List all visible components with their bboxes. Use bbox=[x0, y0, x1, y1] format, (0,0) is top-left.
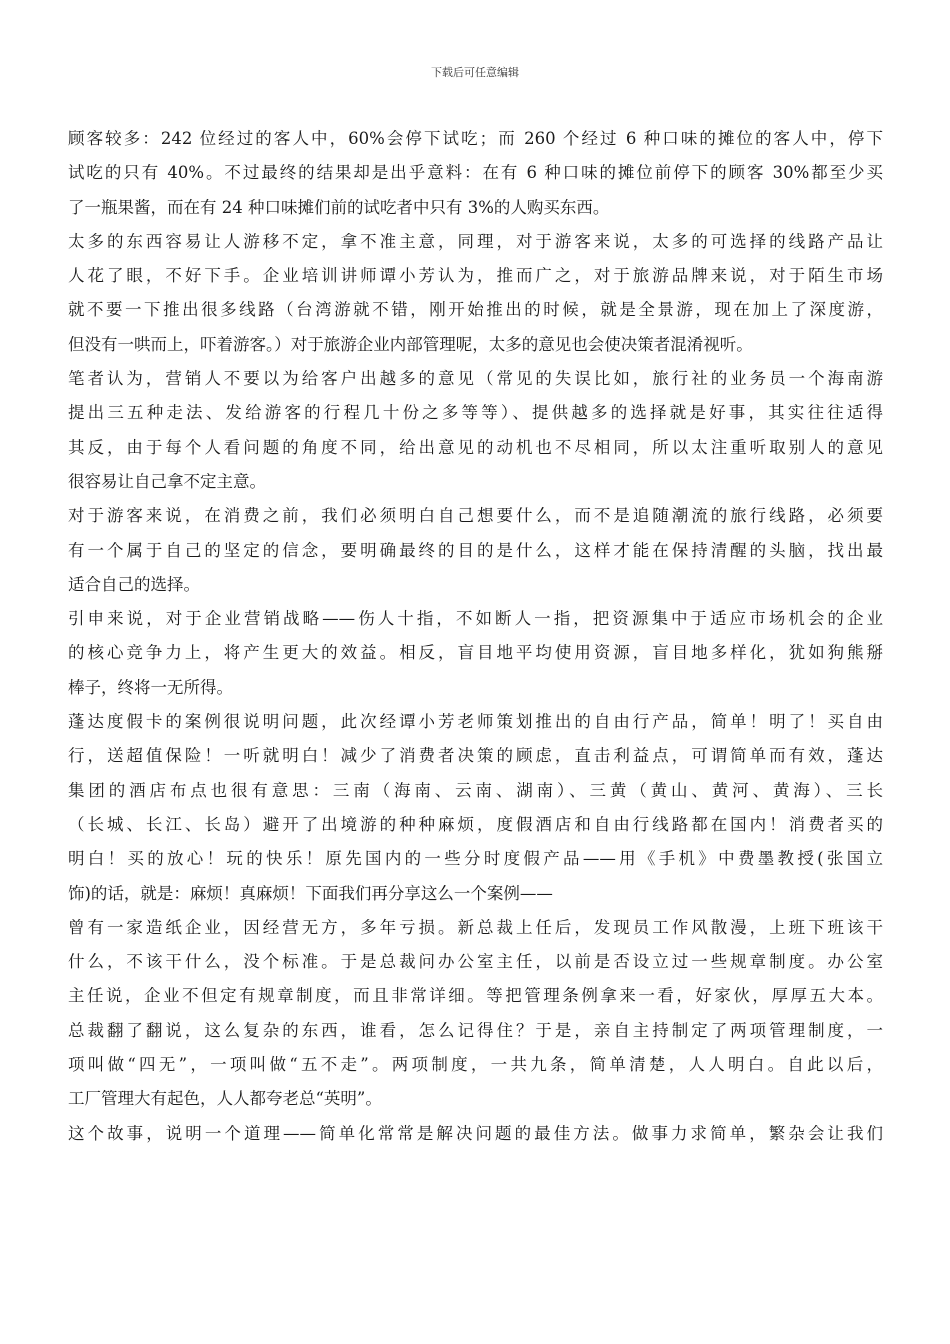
text-line: 什么，不该干什么，没个标准。于是总裁问办公室主任，以前是否设立过一些规章制度。办公室 bbox=[68, 952, 883, 972]
text-line: 就不要一下推出很多线路（台湾游就不错，刚开始推出的时候，就是全景游，现在加上了深度游， bbox=[68, 300, 883, 320]
text-line: 棒子，终将一无所得。 bbox=[68, 677, 233, 697]
text-line: 明白！买的放心！玩的快乐！原先国内的一些分时度假产品——用《手机》中费墨教授(张国立 bbox=[68, 849, 883, 869]
paragraph bbox=[68, 499, 883, 602]
text-line: 总裁翻了翻说，这么复杂的东西，谁看，怎么记得住？于是，亲自主持制定了两项管理制度，一 bbox=[68, 1020, 883, 1040]
text-line: 人花了眼，不好下手。企业培训讲师谭小芳认为，推而广之，对于旅游品牌来说，对于陌生市场 bbox=[68, 266, 883, 286]
text-line: 工厂管理大有起色，人人都夸老总“英明”。 bbox=[68, 1089, 382, 1109]
text-line: 项叫做“四无”，一项叫做“五不走”。两项制度，一共九条，简单清楚，人人明白。自此以后， bbox=[68, 1055, 883, 1075]
text-line: 试吃的只有 40%。不过最终的结果却是出乎意料：在有 6 种口味的摊位前停下的顾客 30%都至少买 bbox=[68, 163, 883, 183]
text-line: 集团的酒店布点也很有意思：三南（海南、云南、湖南）、三黄（黄山、黄河、黄海）、三长 bbox=[68, 780, 883, 800]
paragraph bbox=[68, 911, 883, 1117]
text-line: 蓬达度假卡的案例很说明问题，此次经谭小芳老师策划推出的自由行产品，简单！明了！买自由 bbox=[68, 712, 883, 732]
text-line: 其反，由于每个人看问题的角度不同，给出意见的动机也不尽相同，所以太注重听取别人的意见 bbox=[68, 437, 883, 457]
document-body bbox=[68, 122, 883, 1151]
text-line: 主任说，企业不但定有规章制度，而且非常详细。等把管理条例拿来一看，好家伙，厚厚五大本。 bbox=[68, 986, 883, 1006]
text-line: 适合自己的选择。 bbox=[68, 574, 200, 594]
text-line: 太多的东西容易让人游移不定，拿不准主意，同理，对于游客来说，太多的可选择的线路产品让 bbox=[68, 231, 883, 251]
text-line: 有一个属于自己的坚定的信念，要明确最终的目的是什么，这样才能在保持清醒的头脑，找出最 bbox=[68, 540, 883, 560]
text-line: （长城、长江、长岛）避开了出境游的种种麻烦，度假酒店和自由行线路都在国内！消费者买的 bbox=[68, 814, 883, 834]
text-line: 很容易让自己拿不定主意。 bbox=[68, 471, 266, 491]
text-line: 引申来说，对于企业营销战略——伤人十指，不如断人一指，把资源集中于适应市场机会的企业 bbox=[68, 609, 883, 629]
paragraph bbox=[68, 602, 883, 705]
page-header: 下载后可任意编辑 bbox=[431, 66, 519, 79]
text-line: 的核心竞争力上，将产生更大的效益。相反，盲目地平均使用资源，盲目地多样化，犹如狗熊掰 bbox=[68, 643, 883, 663]
paragraph bbox=[68, 225, 883, 362]
text-line: 行，送超值保险！一听就明白！减少了消费者决策的顾虑，直击利益点，可谓简单而有效，蓬达 bbox=[68, 746, 883, 766]
text-line: 对于游客来说，在消费之前，我们必须明白自己想要什么，而不是追随潮流的旅行线路，必须要 bbox=[68, 506, 883, 526]
text-line: 了一瓶果酱，而在有 24 种口味摊们前的试吃者中只有 3%的人购买东西。 bbox=[68, 197, 610, 217]
paragraph bbox=[68, 122, 883, 225]
paragraph bbox=[68, 705, 883, 911]
text-line: 曾有一家造纸企业，因经营无方，多年亏损。新总裁上任后，发现员工作风散漫，上班下班该干 bbox=[68, 917, 883, 937]
text-line: 但没有一哄而上，吓着游客。）对于旅游企业内部管理呢，太多的意见也会使决策者混淆视听。 bbox=[68, 334, 753, 354]
text-line: 这个故事，说明一个道理——简单化常常是解决问题的最佳方法。做事力求简单，繁杂会让我们 bbox=[68, 1123, 883, 1143]
text-line: 提出三五种走法、发给游客的行程几十份之多等等）、提供越多的选择就是好事，其实往往适得 bbox=[68, 403, 883, 423]
paragraph bbox=[68, 362, 883, 499]
text-line: 笔者认为，营销人不要以为给客户出越多的意见（常见的失误比如，旅行社的业务员一个海南游 bbox=[68, 369, 883, 389]
paragraph bbox=[68, 1117, 883, 1151]
text-line: 顾客较多：242 位经过的客人中，60%会停下试吃；而 260 个经过 6 种口味的摊位的客人中，停下 bbox=[68, 129, 883, 148]
text-line: 饰)的话，就是：麻烦！真麻烦！下面我们再分享这么一个案例—— bbox=[68, 883, 553, 903]
